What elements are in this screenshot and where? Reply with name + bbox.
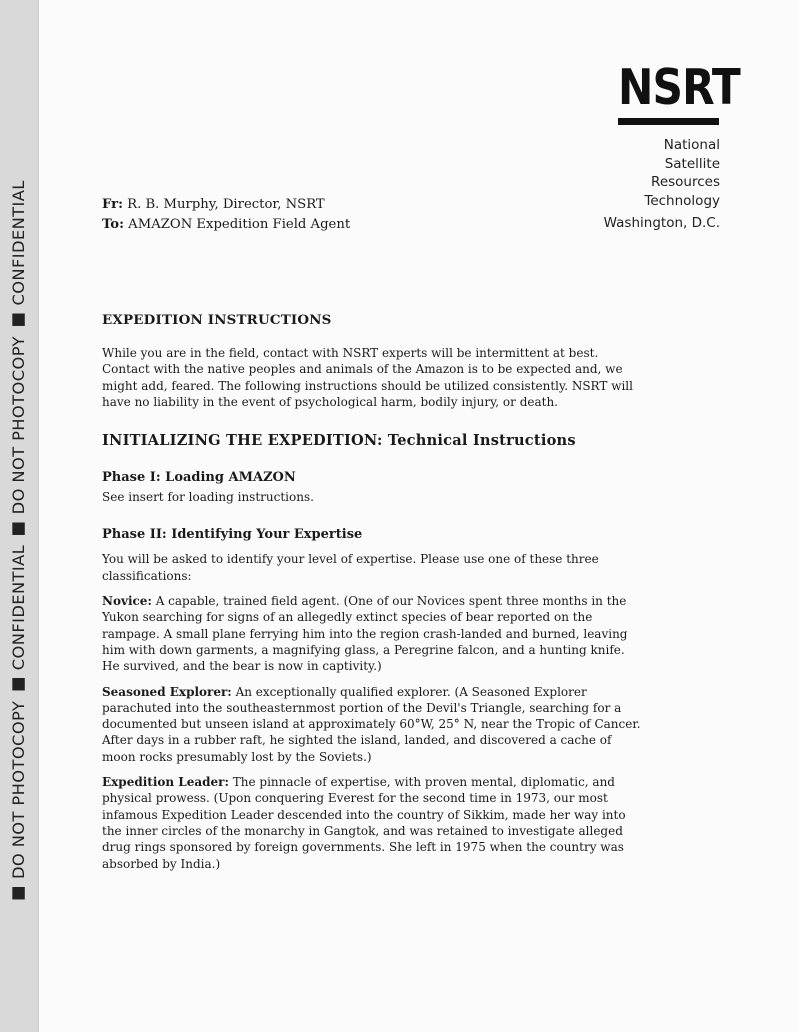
org-line-technology: Technology bbox=[644, 192, 720, 209]
memo-to-value: AMAZON Expedition Field Agent bbox=[128, 217, 351, 232]
org-location: Washington, D.C. bbox=[603, 215, 720, 231]
memo-from-label: Fr: bbox=[102, 197, 123, 212]
document-body bbox=[102, 312, 642, 872]
logo-underline bbox=[618, 118, 719, 125]
confidential-sidebar-text: ■ DO NOT PHOTOCOPY ■ CONFIDENTIAL ■ DO NOT PHOTOCOPY ■ CONFIDENTIAL bbox=[9, 180, 28, 905]
memo-from bbox=[102, 195, 350, 215]
phase2-intro: You will be asked to identify your level of expertise. Please use one of these three classifications: bbox=[102, 552, 599, 583]
confidential-sidebar bbox=[0, 0, 39, 1032]
expedition-instructions-text: While you are in the field, contact with NSRT experts will be intermittent at best. Contact with the native peoples and animals of the Amazon is to be expected and, we might add, feared. The following instructions should be utilized consistently. NSRT will have no liability in the event of psychological harm, bodily injury, or death. bbox=[102, 346, 633, 409]
level-seasoned-explorer-label: Seasoned Explorer: bbox=[102, 684, 232, 699]
organization-address bbox=[604, 136, 720, 233]
memo-from-value: R. B. Murphy, Director, NSRT bbox=[127, 197, 325, 212]
memo-to bbox=[102, 215, 350, 235]
phase1-text: See insert for loading instructions. bbox=[102, 490, 314, 505]
initializing-heading: INITIALIZING THE EXPEDITION: Technical Instructions bbox=[102, 432, 576, 450]
org-line-satellite: Satellite bbox=[664, 155, 720, 172]
nsrt-logo: NSRT bbox=[618, 58, 740, 117]
phase1-heading: Phase I: Loading AMAZON bbox=[102, 470, 296, 486]
level-expedition-leader-label: Expedition Leader: bbox=[102, 775, 229, 790]
memo-to-label: To: bbox=[102, 217, 124, 232]
org-line-national: National bbox=[663, 137, 720, 153]
level-novice bbox=[102, 593, 642, 674]
level-novice-text: A capable, trained field agent. (One of our Novices spent three months in the Yukon searching for signs of an allegedly extinct species of bear reported on the rampage. A small plane ferrying him into the region crash-landed and burned, leaving him with down garments, a magnifying glass, a Peregrine falcon, and a hunting knife. He survived, and the bear is now in captivity.) bbox=[102, 594, 628, 674]
level-expedition-leader-text: The pinnacle of expertise, with proven mental, diplomatic, and physical prowess. (Upon conquering Everest for the second time in 1973, our most infamous Expedition Leader descended into the country of Sikkim, made her way into the inner circles of the monarchy in Gangtok, and was retained to investigate alleged drug rings sponsored by foreign governments. She left in 1975 when the country was absorbed by India.) bbox=[102, 775, 626, 871]
level-seasoned-explorer bbox=[102, 684, 642, 765]
memo-header bbox=[102, 195, 350, 235]
level-expedition-leader bbox=[102, 774, 642, 872]
org-line-resources: Resources bbox=[651, 174, 720, 190]
expedition-instructions-heading: EXPEDITION INSTRUCTIONS bbox=[102, 312, 332, 328]
level-novice-label: Novice: bbox=[102, 594, 152, 609]
level-seasoned-explorer-text: An exceptionally qualified explorer. (A Seasoned Explorer parachuted into the southeasternmost portion of the Devil's Triangle, searching for a documented but unseen island at approximately 60°W, 25° N, near the Tropic of Cancer. After days in a rubber raft, he sighted the island, landed, and discovered a cache of moon rocks presumably lost by the Soviets.) bbox=[102, 684, 641, 764]
phase2-heading: Phase II: Identifying Your Expertise bbox=[102, 527, 363, 543]
